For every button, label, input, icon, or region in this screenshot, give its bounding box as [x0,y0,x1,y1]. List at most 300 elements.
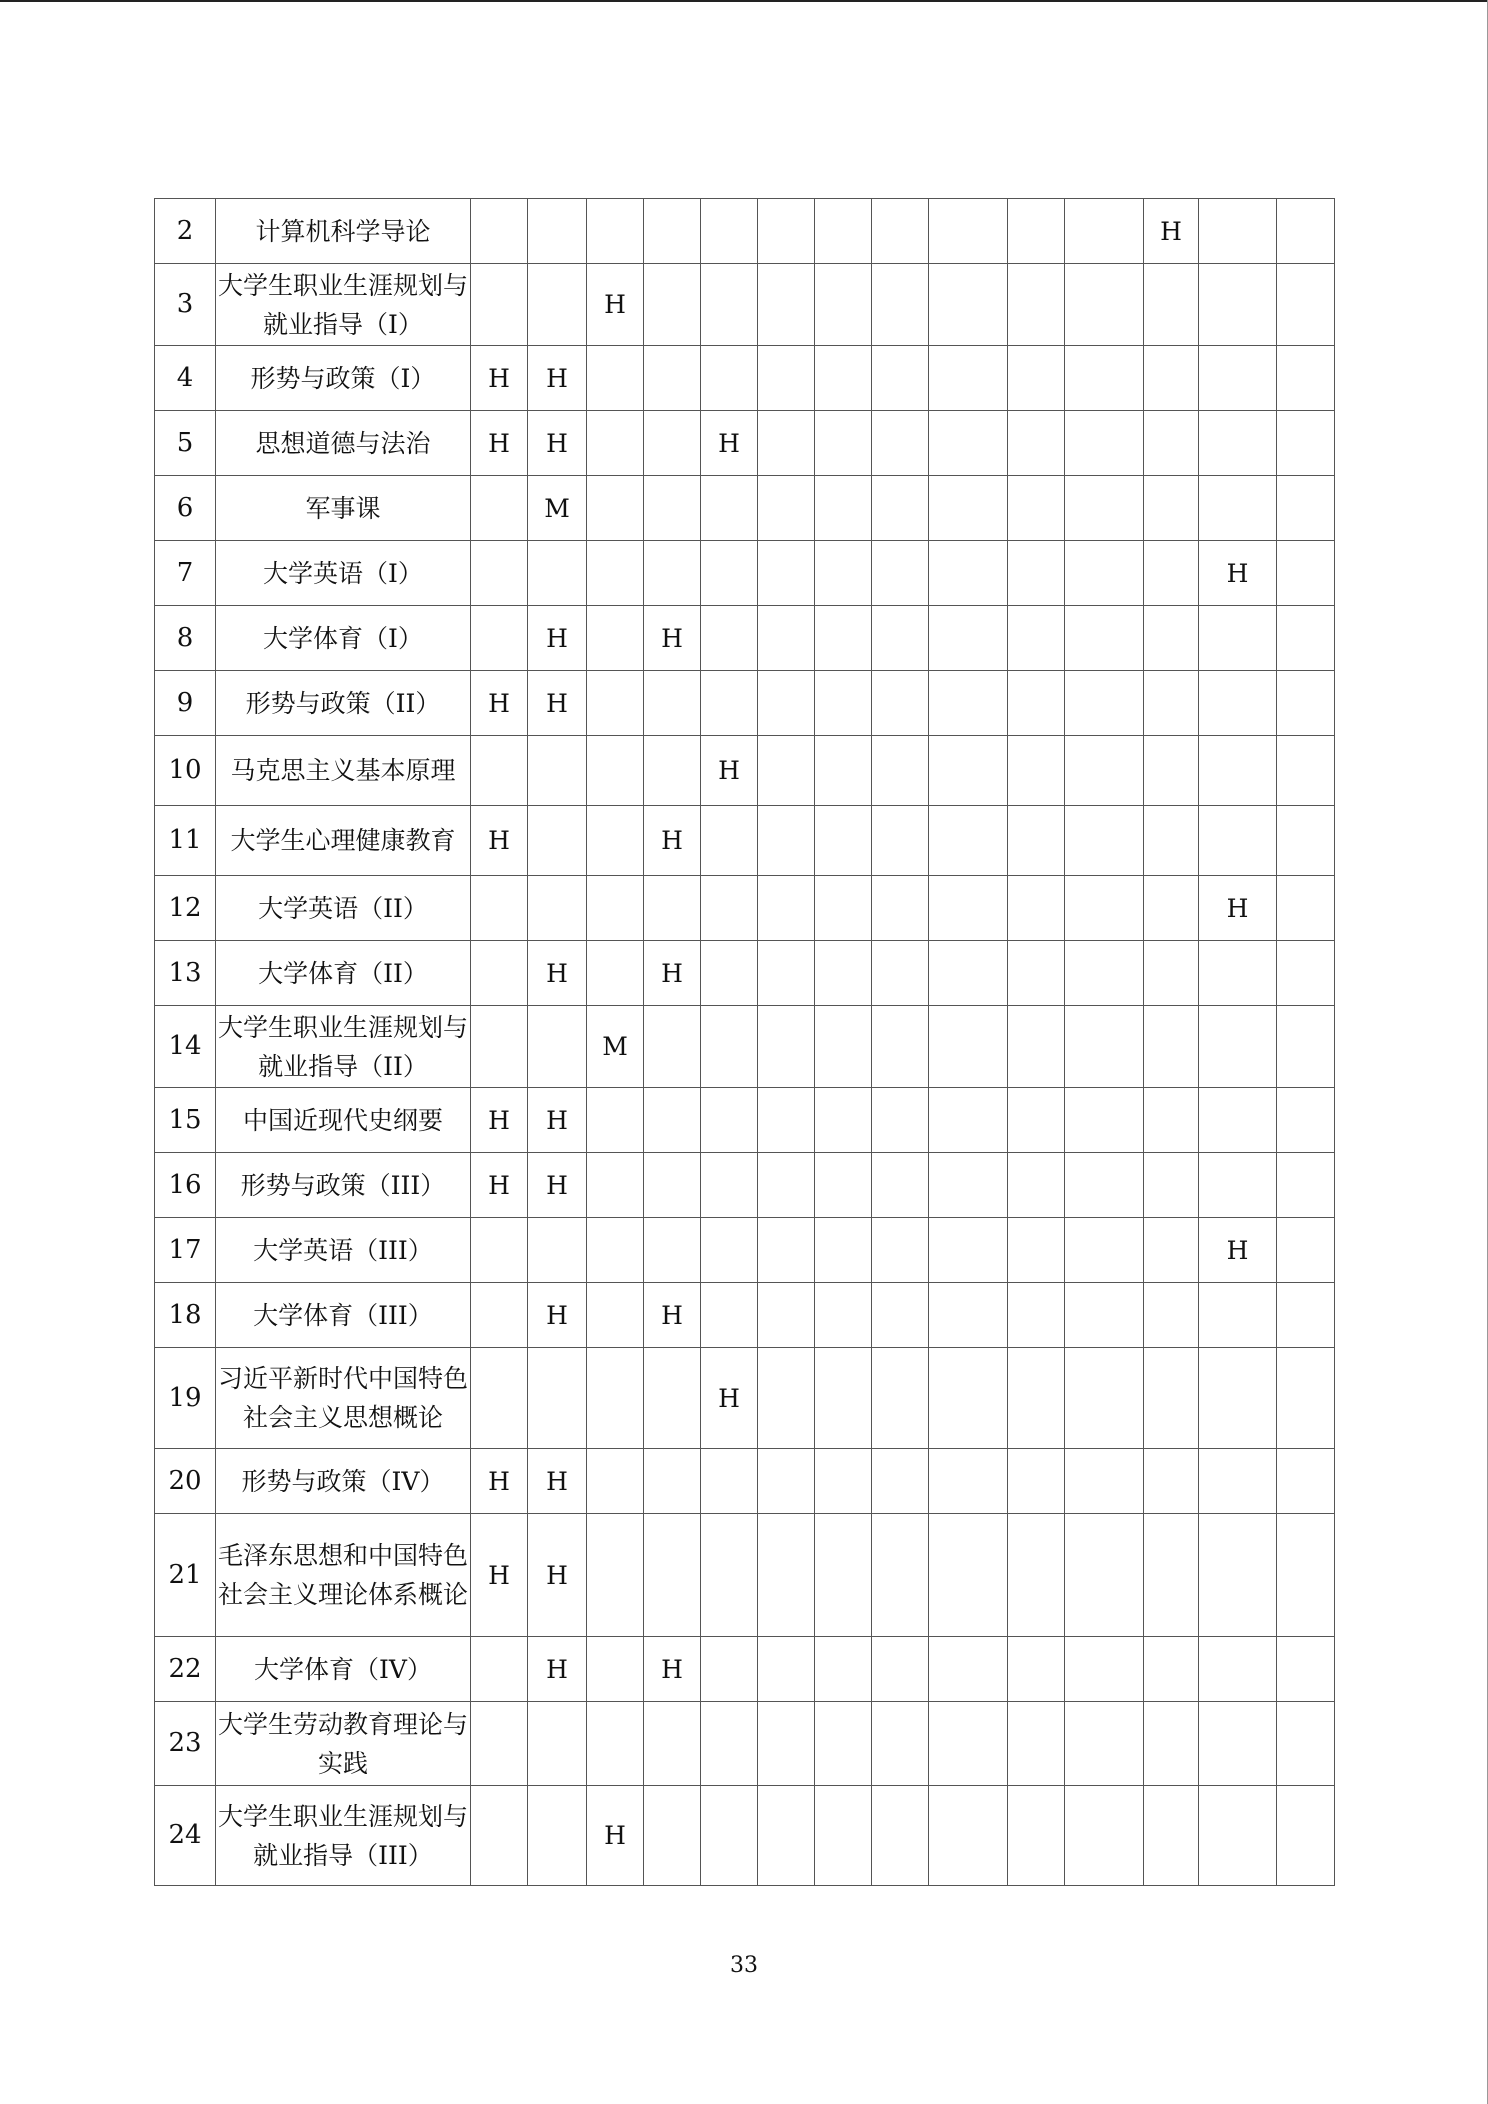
support-level-cell [815,1153,872,1218]
support-level-cell [929,1637,1008,1702]
support-level-cell: H [587,264,644,346]
support-level-cell [872,1514,929,1637]
support-level-cell [587,671,644,736]
support-level-cell [872,1006,929,1088]
support-level-cell: H [1144,199,1199,264]
support-level-cell [701,541,758,606]
support-level-cell [701,264,758,346]
support-level-cell [1277,671,1335,736]
support-level-cell [471,1283,528,1348]
support-level-cell [815,1283,872,1348]
support-level-cell [758,606,815,671]
support-level-cell [1065,736,1144,806]
support-level-cell [644,411,701,476]
support-level-cell [471,606,528,671]
support-level-cell [1065,1637,1144,1702]
support-level-cell [1199,264,1277,346]
support-level-cell: H [528,1637,587,1702]
support-level-cell [1144,941,1199,1006]
support-level-cell [701,1088,758,1153]
row-number: 20 [155,1449,216,1514]
row-number: 3 [155,264,216,346]
support-level-cell [1277,541,1335,606]
support-level-cell [1199,1153,1277,1218]
support-level-cell [644,264,701,346]
support-level-cell [1199,1006,1277,1088]
table-row [155,346,1335,411]
support-level-cell [1008,199,1065,264]
support-level-cell [872,606,929,671]
support-level-cell: H [701,1348,758,1449]
support-level-cell [644,1153,701,1218]
support-level-cell [758,1153,815,1218]
support-level-cell [1277,476,1335,541]
support-level-cell [1065,264,1144,346]
support-level-cell: H [471,411,528,476]
support-level-cell [1065,1702,1144,1786]
support-level-cell [471,1702,528,1786]
support-level-cell [1008,876,1065,941]
support-level-cell [758,1218,815,1283]
support-level-cell [528,1218,587,1283]
support-level-cell [1065,941,1144,1006]
support-level-cell [929,1514,1008,1637]
support-level-cell [872,1702,929,1786]
support-level-cell [929,1153,1008,1218]
support-level-cell [1144,1514,1199,1637]
support-level-cell [587,1449,644,1514]
support-level-cell [471,1218,528,1283]
support-level-cell: M [528,476,587,541]
support-level-cell [644,1786,701,1886]
support-level-cell [815,346,872,411]
course-name: 形势与政策（IV） [216,1449,471,1514]
support-level-cell [872,941,929,1006]
row-number: 16 [155,1153,216,1218]
table-row [155,1702,1335,1786]
support-level-cell: H [587,1786,644,1886]
support-level-cell [758,1514,815,1637]
table-row [155,1348,1335,1449]
support-level-cell [758,199,815,264]
course-name: 计算机科学导论 [216,199,471,264]
support-level-cell [471,736,528,806]
support-level-cell [758,1637,815,1702]
support-level-cell [701,1786,758,1886]
support-level-cell: H [528,671,587,736]
support-level-cell: H [528,1449,587,1514]
support-level-cell [471,876,528,941]
table-row [155,264,1335,346]
support-level-cell [1277,1786,1335,1886]
support-level-cell [644,476,701,541]
support-level-cell [1065,199,1144,264]
page-number: 33 [730,1953,758,1978]
support-level-cell [929,346,1008,411]
support-level-cell [758,1786,815,1886]
support-level-cell [701,941,758,1006]
support-level-cell [1008,346,1065,411]
support-level-cell [929,1218,1008,1283]
support-level-cell: H [528,1283,587,1348]
course-name: 大学体育（III） [216,1283,471,1348]
row-number: 18 [155,1283,216,1348]
row-number: 15 [155,1088,216,1153]
support-level-cell [1008,1348,1065,1449]
support-level-cell [1144,1153,1199,1218]
support-level-cell [701,606,758,671]
table-row [155,876,1335,941]
support-level-cell [701,1153,758,1218]
support-level-cell [815,1702,872,1786]
support-level-cell [1008,806,1065,876]
support-level-cell: H [528,1153,587,1218]
support-level-cell [644,346,701,411]
support-level-cell [528,1702,587,1786]
support-level-cell [471,541,528,606]
support-level-cell [929,264,1008,346]
support-level-cell [1144,1006,1199,1088]
row-number: 22 [155,1637,216,1702]
support-level-cell [929,1088,1008,1153]
course-name: 大学生职业生涯规划与就业指导（I） [216,264,471,346]
support-level-cell [1008,411,1065,476]
support-level-cell [1008,1637,1065,1702]
support-level-cell [758,806,815,876]
support-level-cell [1199,736,1277,806]
table-row [155,1637,1335,1702]
course-name: 形势与政策（III） [216,1153,471,1218]
top-border-line [0,0,1488,2]
support-level-cell [1277,1218,1335,1283]
support-level-cell [1199,941,1277,1006]
support-level-cell [701,1702,758,1786]
support-level-cell [587,1218,644,1283]
table-row [155,411,1335,476]
support-level-cell [587,736,644,806]
matrix-body [155,199,1335,1886]
support-level-cell [1008,1514,1065,1637]
support-level-cell [1144,1702,1199,1786]
support-level-cell [587,1088,644,1153]
support-level-cell: H [644,806,701,876]
support-level-cell [929,876,1008,941]
support-level-cell [1277,346,1335,411]
support-level-cell [701,1514,758,1637]
support-level-cell [815,1637,872,1702]
support-level-cell [815,199,872,264]
support-level-cell [701,346,758,411]
course-name: 大学英语（I） [216,541,471,606]
support-level-cell [587,411,644,476]
support-level-cell [1008,476,1065,541]
support-level-cell [1277,1702,1335,1786]
support-level-cell [929,1702,1008,1786]
support-level-cell [815,411,872,476]
support-level-cell: H [528,1514,587,1637]
support-level-cell [587,199,644,264]
support-level-cell [815,1449,872,1514]
support-level-cell [1144,476,1199,541]
support-level-cell [701,1218,758,1283]
support-level-cell [1144,1637,1199,1702]
support-level-cell [929,411,1008,476]
support-level-cell [872,264,929,346]
course-name: 形势与政策（I） [216,346,471,411]
support-level-cell [644,1218,701,1283]
support-level-cell [815,941,872,1006]
table-row [155,606,1335,671]
table-row [155,941,1335,1006]
row-number: 8 [155,606,216,671]
support-level-cell [587,541,644,606]
support-level-cell [587,1348,644,1449]
row-number: 9 [155,671,216,736]
support-level-cell [1008,736,1065,806]
support-level-cell: H [471,806,528,876]
support-level-cell [644,1514,701,1637]
course-name: 大学英语（II） [216,876,471,941]
support-level-cell [815,1006,872,1088]
support-level-cell [815,541,872,606]
support-level-cell [1199,199,1277,264]
support-level-cell [1065,1218,1144,1283]
course-objective-matrix-table [154,198,1335,1886]
support-level-cell [1008,1283,1065,1348]
support-level-cell [929,541,1008,606]
support-level-cell [1199,806,1277,876]
support-level-cell [758,1006,815,1088]
support-level-cell [758,346,815,411]
support-level-cell [1277,1514,1335,1637]
support-level-cell: H [528,346,587,411]
support-level-cell [528,264,587,346]
support-level-cell [1199,1088,1277,1153]
support-level-cell [1199,346,1277,411]
support-level-cell [1065,1283,1144,1348]
support-level-cell [758,476,815,541]
support-level-cell [1065,476,1144,541]
support-level-cell [872,541,929,606]
support-level-cell [1199,1283,1277,1348]
support-level-cell [528,199,587,264]
support-level-cell [758,876,815,941]
support-level-cell [1277,199,1335,264]
row-number: 4 [155,346,216,411]
table-row [155,1218,1335,1283]
support-level-cell [1065,606,1144,671]
course-name: 大学体育（II） [216,941,471,1006]
course-name: 形势与政策（II） [216,671,471,736]
support-level-cell [1144,1786,1199,1886]
support-level-cell [929,476,1008,541]
row-number: 12 [155,876,216,941]
support-level-cell: H [471,1514,528,1637]
course-name: 大学体育（I） [216,606,471,671]
support-level-cell: H [644,941,701,1006]
support-level-cell [815,1786,872,1886]
support-level-cell [471,1786,528,1886]
support-level-cell: H [644,606,701,671]
support-level-cell [701,671,758,736]
support-level-cell [815,876,872,941]
support-level-cell [471,1006,528,1088]
support-level-cell [815,671,872,736]
support-level-cell [1277,736,1335,806]
course-name: 大学生职业生涯规划与就业指导（II） [216,1006,471,1088]
support-level-cell [528,541,587,606]
table-row [155,1088,1335,1153]
support-level-cell [644,736,701,806]
support-level-cell [1008,1218,1065,1283]
support-level-cell [815,1348,872,1449]
support-level-cell [1144,1088,1199,1153]
support-level-cell [1065,876,1144,941]
support-level-cell [587,1153,644,1218]
row-number: 6 [155,476,216,541]
support-level-cell [1008,1449,1065,1514]
table-row [155,1006,1335,1088]
support-level-cell: H [528,411,587,476]
course-name: 毛泽东思想和中国特色社会主义理论体系概论 [216,1514,471,1637]
support-level-cell [587,1637,644,1702]
support-level-cell [929,1006,1008,1088]
row-number: 19 [155,1348,216,1449]
support-level-cell [1277,606,1335,671]
support-level-cell [644,671,701,736]
support-level-cell [1277,1006,1335,1088]
table-row [155,1514,1335,1637]
support-level-cell [701,476,758,541]
support-level-cell [1144,264,1199,346]
table-row [155,806,1335,876]
support-level-cell [929,1283,1008,1348]
support-level-cell [471,199,528,264]
support-level-cell [1277,264,1335,346]
support-level-cell [1008,1153,1065,1218]
support-level-cell [1199,671,1277,736]
support-level-cell [1065,1449,1144,1514]
table-row [155,1786,1335,1886]
support-level-cell [471,476,528,541]
support-level-cell [872,1348,929,1449]
support-level-cell [644,1702,701,1786]
course-name: 大学生职业生涯规划与就业指导（III） [216,1786,471,1886]
support-level-cell [929,1348,1008,1449]
course-name: 大学生劳动教育理论与实践 [216,1702,471,1786]
support-level-cell [1008,671,1065,736]
row-number: 7 [155,541,216,606]
support-level-cell [929,1786,1008,1886]
support-level-cell: M [587,1006,644,1088]
support-level-cell [1199,476,1277,541]
support-level-cell [1199,606,1277,671]
row-number: 23 [155,1702,216,1786]
support-level-cell [587,476,644,541]
support-level-cell [587,806,644,876]
table-row [155,199,1335,264]
support-level-cell: H [471,1153,528,1218]
course-name: 大学英语（III） [216,1218,471,1283]
support-level-cell [701,1283,758,1348]
support-level-cell: H [528,606,587,671]
support-level-cell [1277,1348,1335,1449]
support-level-cell [872,1637,929,1702]
support-level-cell [872,411,929,476]
support-level-cell [1144,1218,1199,1283]
support-level-cell [1144,346,1199,411]
support-level-cell [1065,1153,1144,1218]
course-name: 习近平新时代中国特色社会主义思想概论 [216,1348,471,1449]
table-row [155,1449,1335,1514]
row-number: 11 [155,806,216,876]
support-level-cell [872,1283,929,1348]
support-level-cell [1008,1786,1065,1886]
support-level-cell [1065,806,1144,876]
table-row [155,736,1335,806]
support-level-cell [872,1449,929,1514]
row-number: 17 [155,1218,216,1283]
support-level-cell [1065,1514,1144,1637]
table-row [155,476,1335,541]
support-level-cell [644,1088,701,1153]
support-level-cell [1199,411,1277,476]
support-level-cell [1065,671,1144,736]
support-level-cell [528,876,587,941]
support-level-cell [644,876,701,941]
support-level-cell [872,671,929,736]
support-level-cell [701,806,758,876]
row-number: 10 [155,736,216,806]
support-level-cell [872,1088,929,1153]
support-level-cell [758,411,815,476]
table-row [155,1283,1335,1348]
support-level-cell: H [1199,541,1277,606]
support-level-cell [1144,1449,1199,1514]
support-level-cell [587,1702,644,1786]
support-level-cell [644,1348,701,1449]
support-level-cell [701,1449,758,1514]
support-level-cell [1008,264,1065,346]
support-level-cell: H [644,1637,701,1702]
support-level-cell [872,1153,929,1218]
support-level-cell [528,1006,587,1088]
support-level-cell [929,199,1008,264]
support-level-cell [758,1348,815,1449]
support-level-cell [528,736,587,806]
row-number: 14 [155,1006,216,1088]
support-level-cell [929,736,1008,806]
support-level-cell: H [1199,876,1277,941]
support-level-cell [815,606,872,671]
support-level-cell [587,1283,644,1348]
support-level-cell [471,941,528,1006]
support-level-cell [1008,1088,1065,1153]
support-level-cell [1008,541,1065,606]
support-level-cell [815,476,872,541]
support-level-cell [872,1218,929,1283]
support-level-cell [528,1786,587,1886]
support-level-cell [471,1637,528,1702]
support-level-cell [929,671,1008,736]
support-level-cell [815,736,872,806]
support-level-cell: H [1199,1218,1277,1283]
support-level-cell [872,876,929,941]
support-level-cell: H [471,671,528,736]
course-name: 马克思主义基本原理 [216,736,471,806]
support-level-cell [815,264,872,346]
support-level-cell [758,264,815,346]
